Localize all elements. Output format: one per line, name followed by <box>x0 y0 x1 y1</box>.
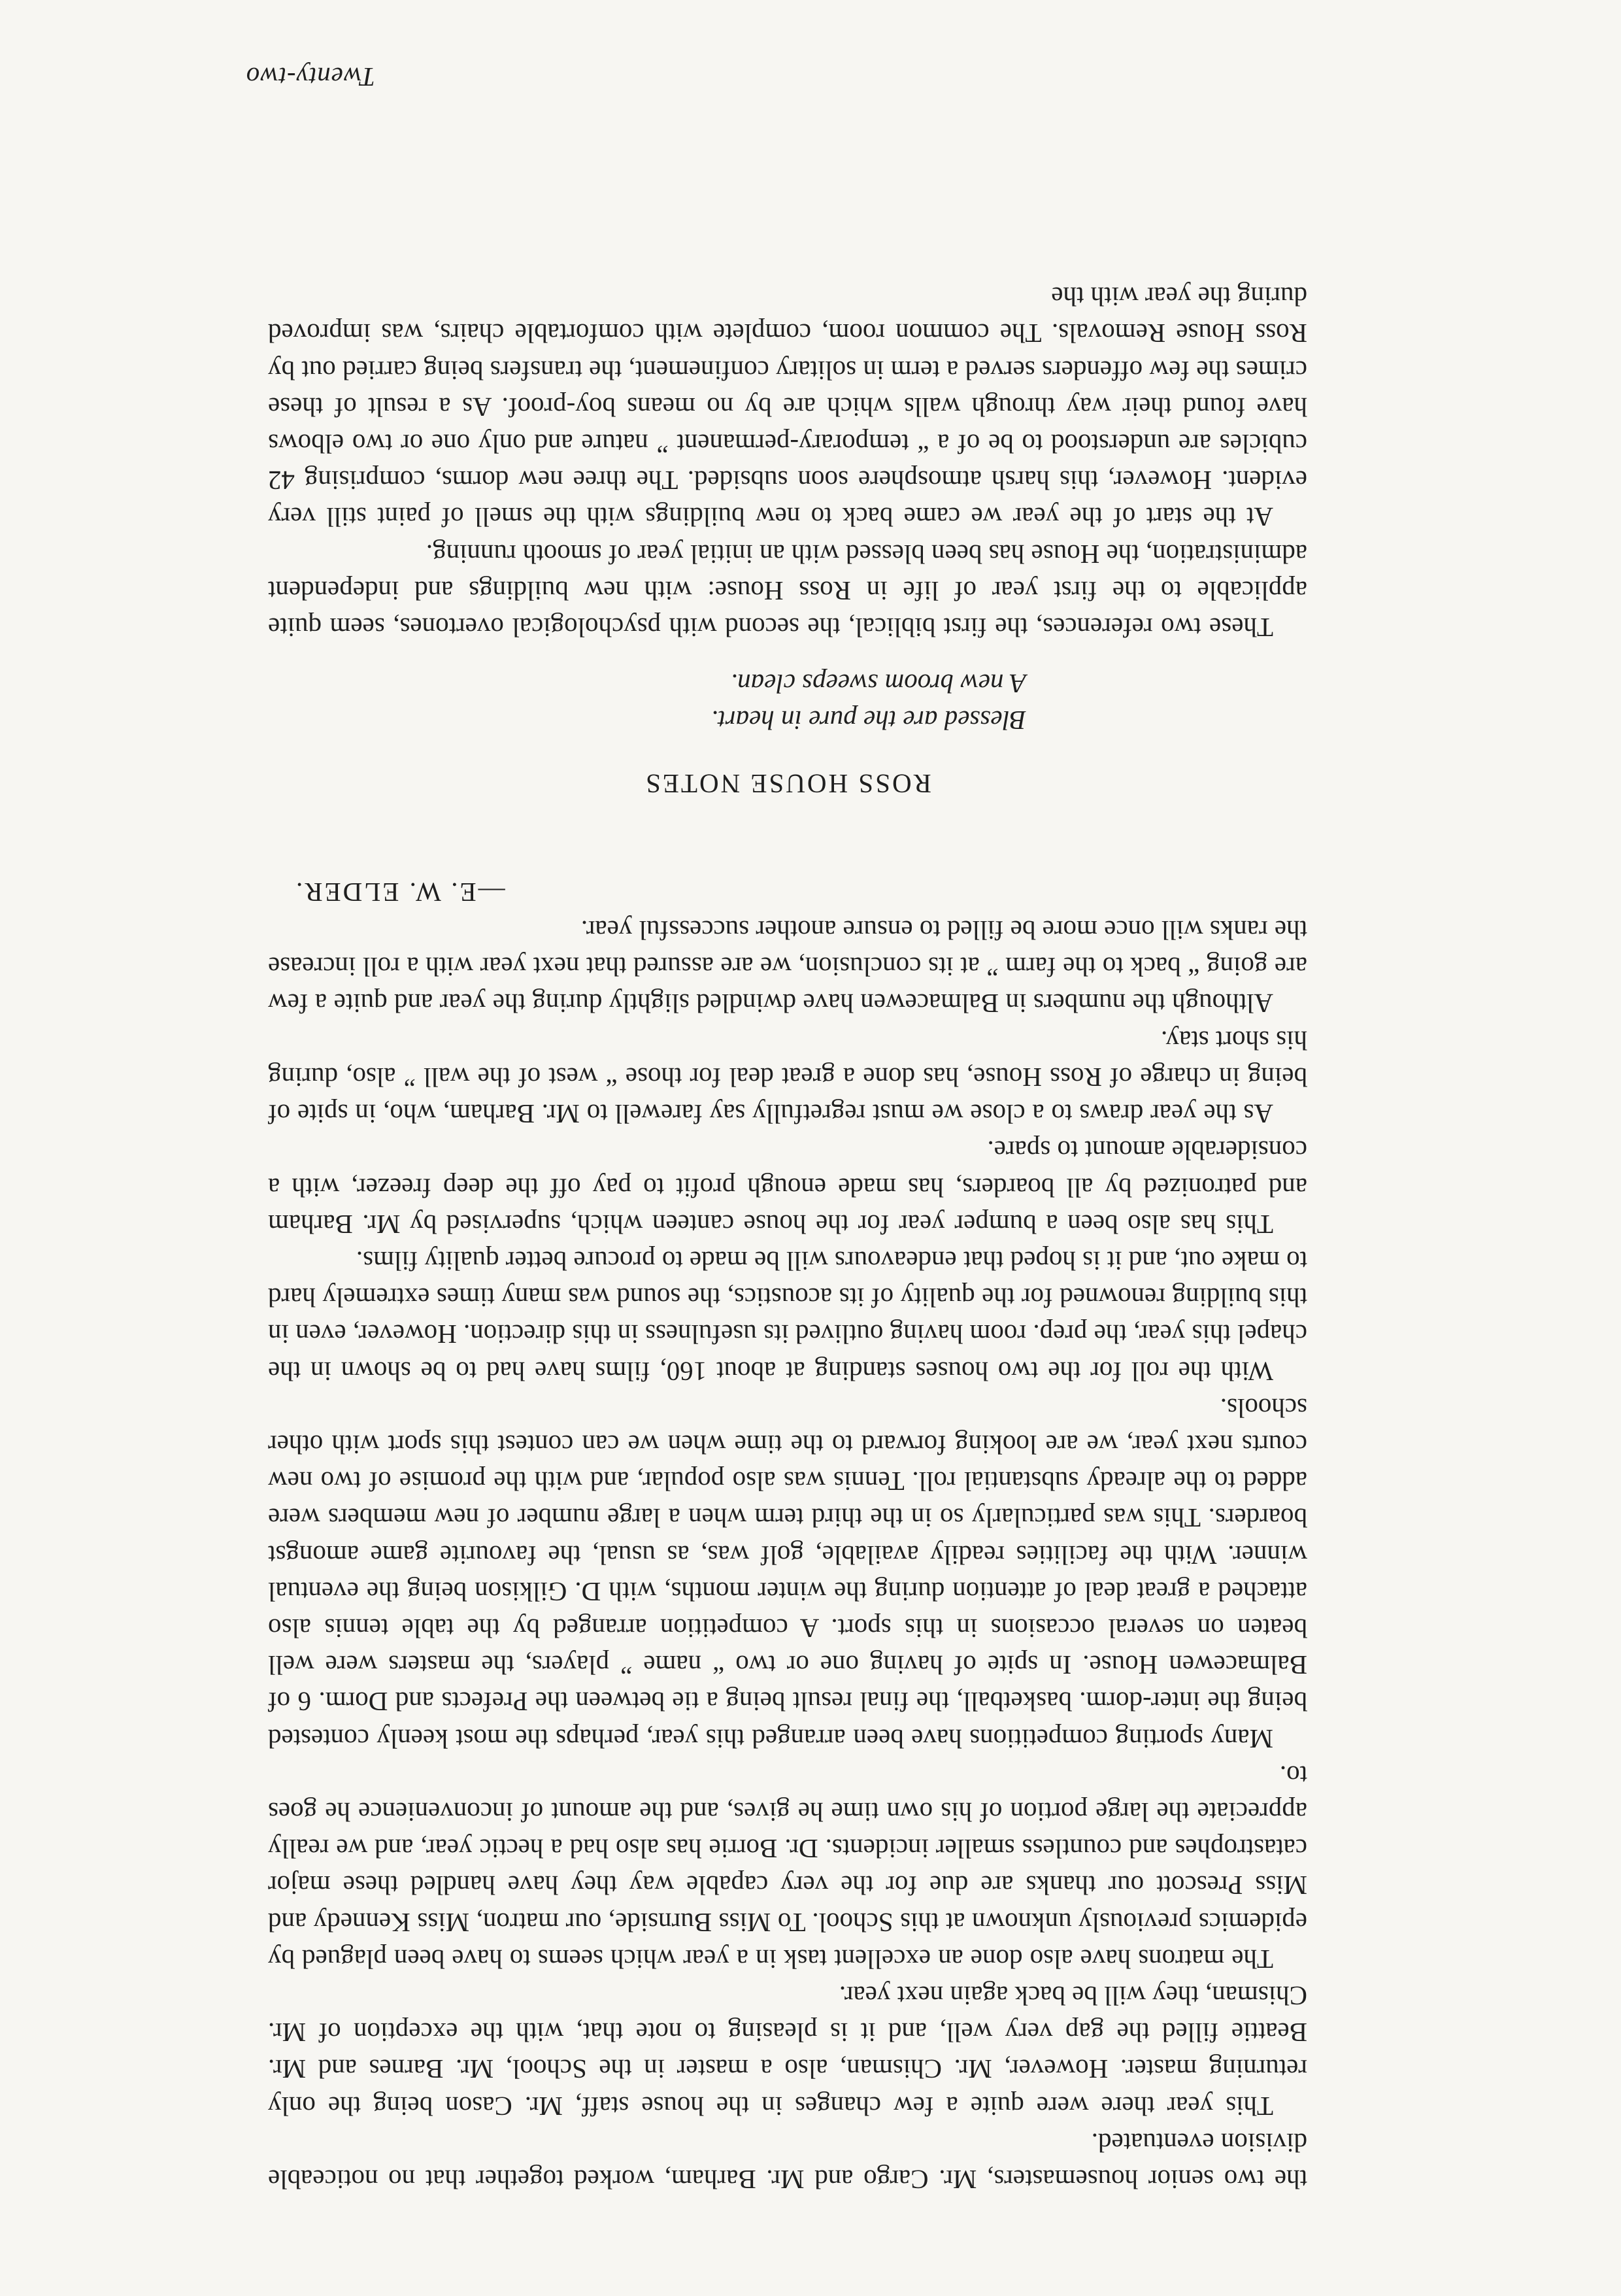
paragraph-matrons: The matrons have also done an excellent task in a year which seems to have been plagued by epidemics previously unknown at this School. To Miss Burnside, our matron, Miss Kennedy and Miss Prescott our thanks are due for the very capable way they have handled these major catastrophes and countless smaller incidents. Dr. Borrie has also had a hectic year, and we really appreciate the large portion of his own time he gives, and the amount of inconvenience he goes to. <box>268 1760 1307 1974</box>
signature: —E. W. ELDER. <box>294 877 505 907</box>
paragraph-numbers: Although the numbers in Balmacewen have dwindled slightly during the year and quite a few are going “ back to the farm ” at its conclusion, we are assured that next year with a roll increase the ranks will once more be filled to ensure another successful year. <box>268 915 1307 1019</box>
paragraph-films: With the roll for the two houses standing at about 160, films have had to be shown in the chapel this year, the prep. room having outlived its usefulness in this direction. However, even in this building renowned for the quality of its acoustics, the sound was many times extremely hard to make out, and it is hoped that endeavours will be made to procure better quality films. <box>268 1245 1307 1387</box>
page-body <box>268 279 1307 2198</box>
paragraph-sport: Many sporting competitions have been arranged this year, perhaps the most keenly contested being the inter-dorm. basketball, the final result being a tie between the Prefects and Dorm. 6 of Balmacewen House. In spite of having one or two “ name ” players, the masters were well beaten on several occasions in this sport. A competition arranged by the table tennis also attached a great deal of attention during the winter months, with D. Gilkison being the eventual winner. With the facilities readily available, golf was, as usual, the favourite game amongst boarders. This was particularly so in the third term when a large number of new members were added to the already substantial roll. Tennis was also popular, and with the promise of two new courts next year, we are looking forward to the time when we can contest this sport with other schools. <box>268 1393 1307 1754</box>
paragraph-farewell: As the year draws to a close we must regretfully say farewell to Mr. Barham, who, in spite of being in charge of Ross House, has done a great deal for those “ west of the wall ” also, during his short stay. <box>268 1025 1307 1130</box>
paragraph-new-buildings: At the start of the year we came back to new buildings with the smell of paint still very evident. However, this harsh atmosphere soon subsided. The three new dorms, comprising 42 cubicles are understood to be of a “ temporary-permanent ” nature and only one or two elbows have found their way through walls which are by no means boy-proof. As a result of these crimes the few offenders served a term in solitary confinement, the transfers being carried out by Ross House Removals. The common room, complete with comfortable chairs, was improved during the year with the <box>268 282 1307 533</box>
section-heading: ROSS HOUSE NOTES <box>644 768 931 799</box>
paragraph-continuation: the two senior housemasters, Mr. Cargo and Mr. Barham, worked together that no noticeable division eventuated. <box>268 2127 1307 2195</box>
paragraph-references: These two references, the first biblical, the second with psychological overtones, seem quite applicable to the first year of life in Ross House: with new buildings and independent administration, the House has been blessed with an initial year of smooth running. <box>268 539 1307 643</box>
epigraph-line: Blessed are the pure in heart. <box>710 705 1026 736</box>
page-number: Twenty-two <box>245 62 375 92</box>
paragraph-house-staff: This year there were quite a few changes in the house staff, Mr. Cason being the only returning master. However, Mr. Chisman, also a master in the School, Mr. Barnes and Mr. Beattie filled the gap very well, and it is pleasing to note that, with the exception of Mr. Chisman, they will be back again next year. <box>268 1980 1307 2121</box>
paragraph-canteen: This has also been a bumper year for the house canteen which, supervised by Mr. Barham and patronized by all boarders, has made enough profit to pay off the deep freezer, with a considerable amount to spare. <box>268 1136 1307 1240</box>
epigraph-line: A new broom sweeps clean. <box>730 669 1026 700</box>
